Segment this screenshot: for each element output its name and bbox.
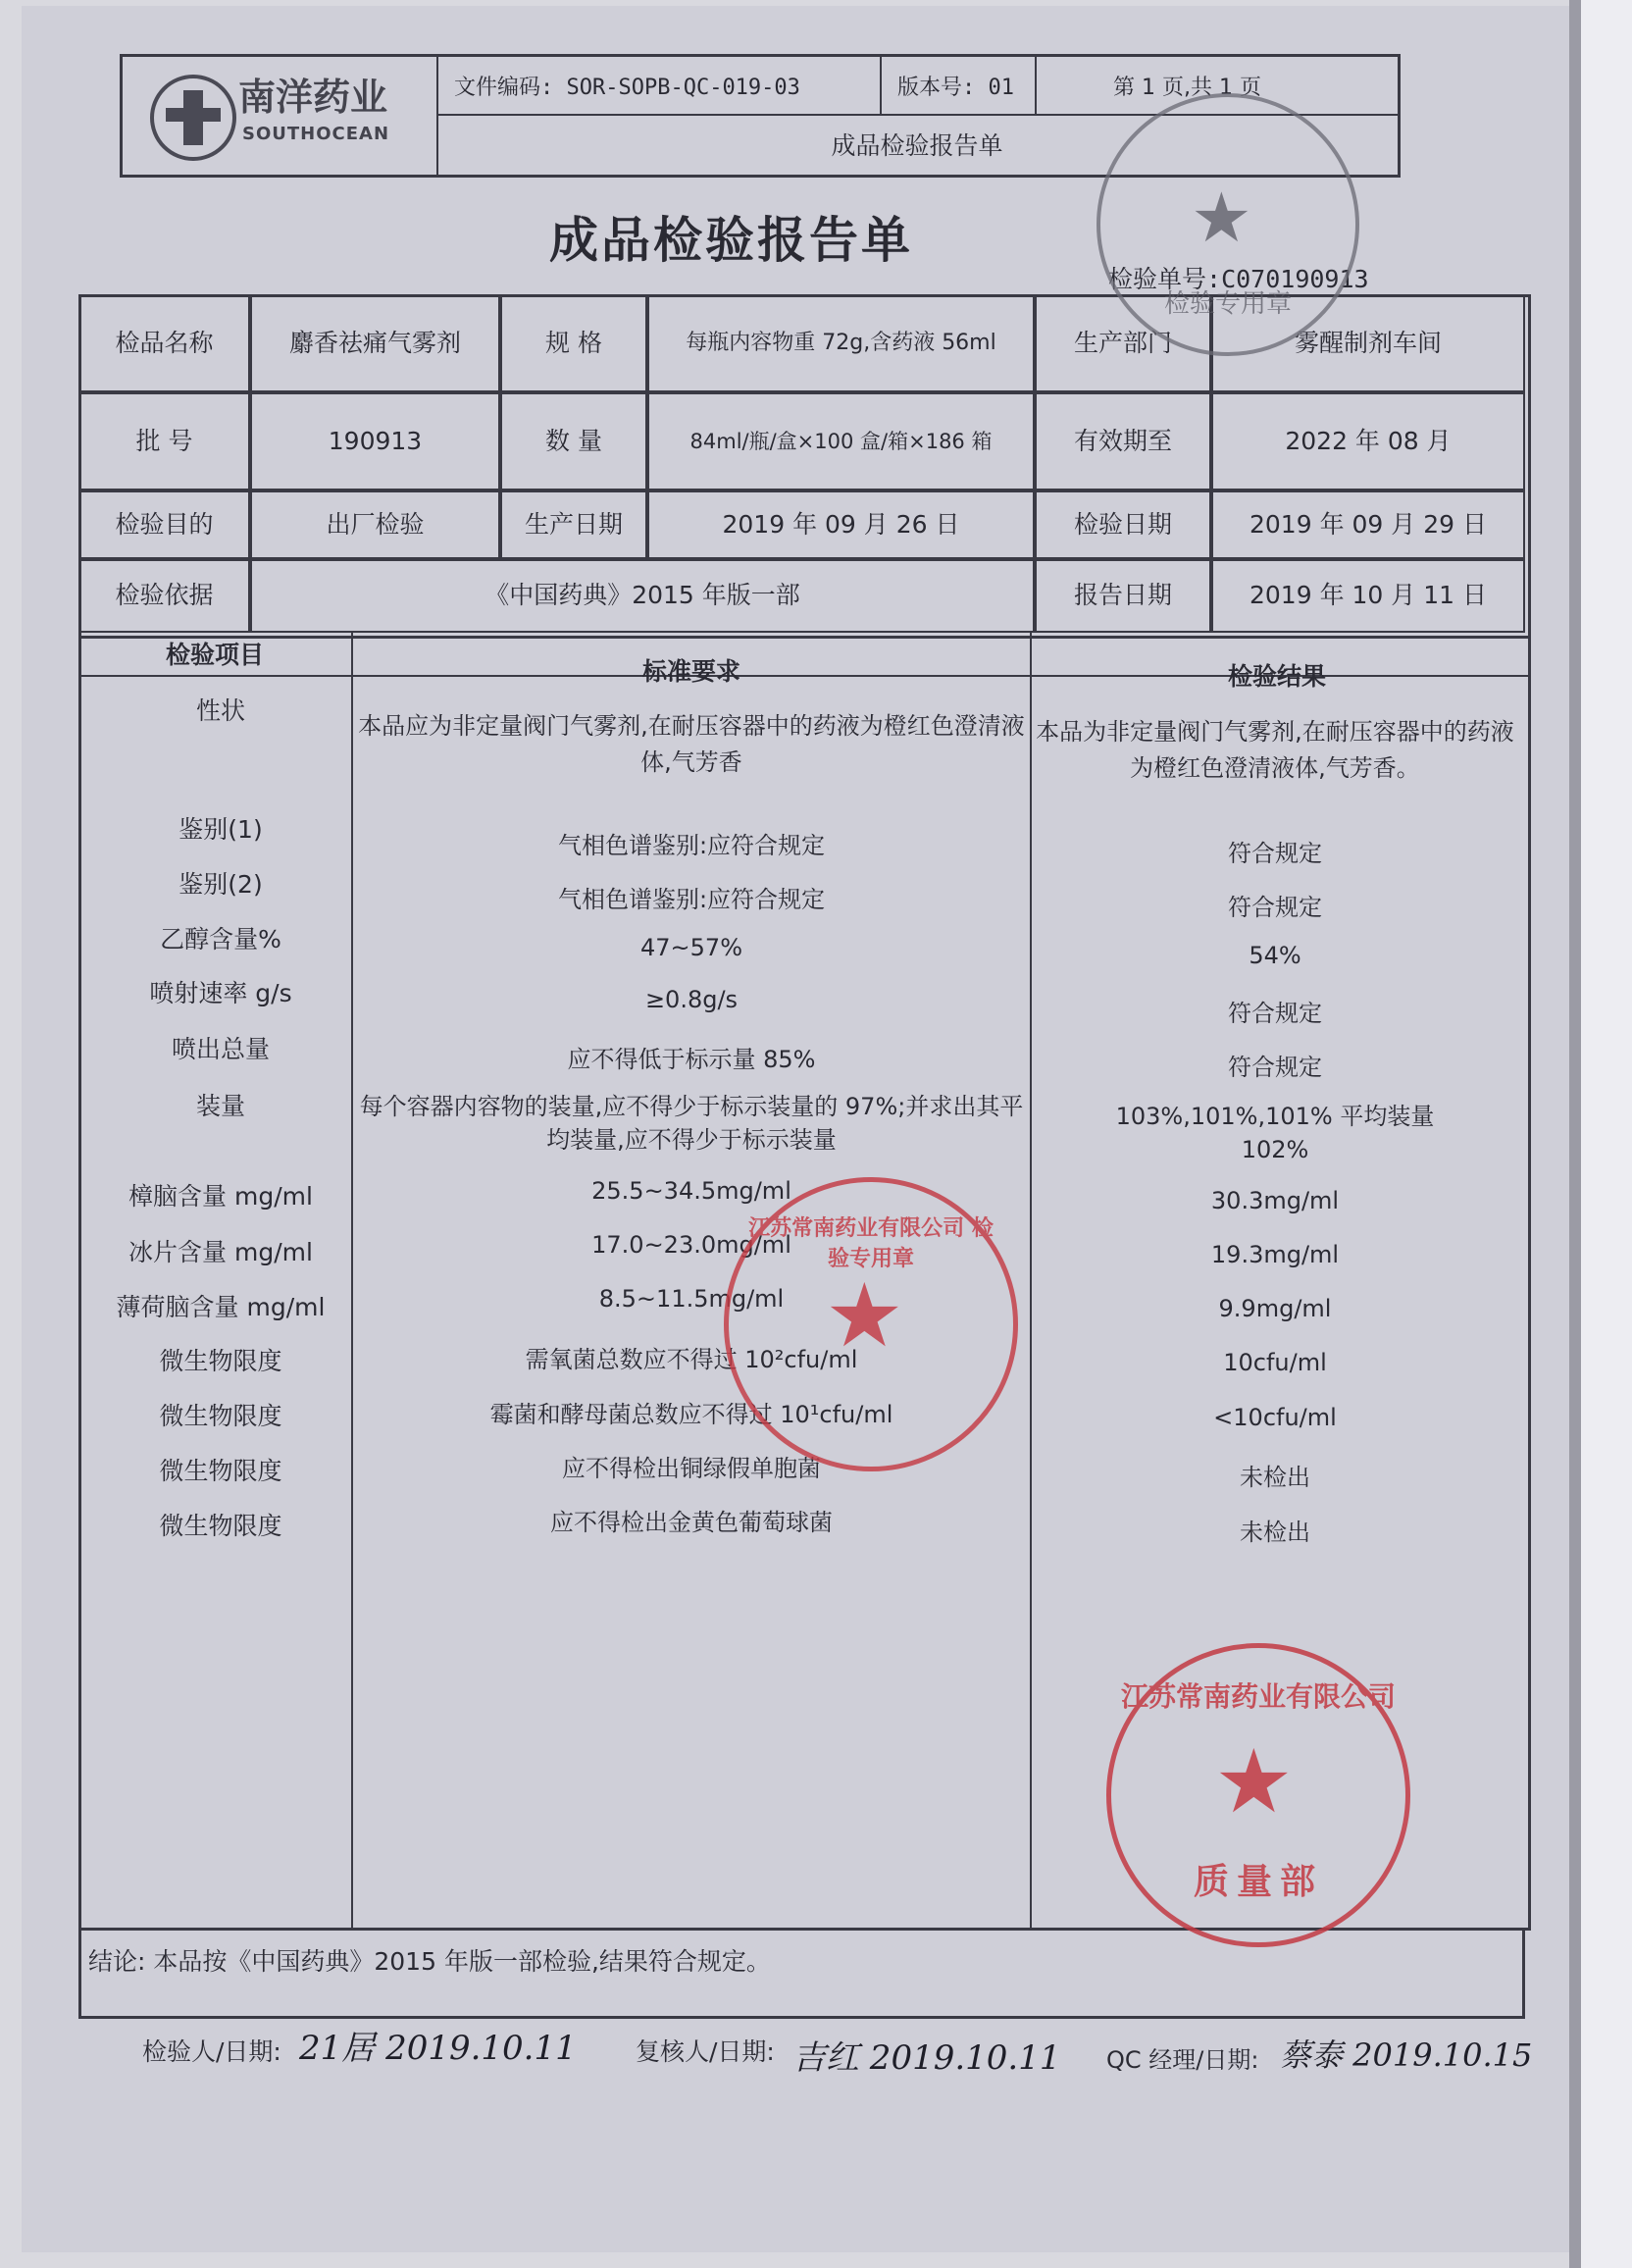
item-microbial-4: 微生物限度 [159,1512,282,1540]
batch-label: 批 号 [78,392,250,490]
quality-dept-stamp [1106,1643,1410,1947]
inspector-signature: 21居 2019.10.11 [299,2029,577,2068]
red-stamp-2-bottom: 质量部 [1193,1862,1323,1902]
std-spray-rate: ≥0.8g/s [644,986,739,1013]
dept: 雾醒制剂车间 [1211,294,1525,392]
item-spray-rate: 喷射速率 g/s [149,979,292,1007]
res-camphor: 30.3mg/ml [1210,1187,1340,1214]
std-appearance: 本品应为非定量阀门气雾剂,在耐压容器中的药液为橙红色澄清液体,气芳香 [358,712,1025,777]
page-title: 成品检验报告单 [549,212,913,269]
item-ident-2: 鉴别(2) [178,870,263,899]
qc-label: QC 经理/日期: [1106,2046,1259,2074]
res-spray-rate: 符合规定 [1228,1000,1322,1027]
report-number-value: C070190913 [1221,265,1369,293]
res-appearance: 本品为非定量阀门气雾剂,在耐压容器中的药液为橙红色澄清液体,气芳香。 [1036,718,1514,783]
star-icon: ★ [1214,1730,1294,1833]
doc-code-label: 文件编码: [454,76,554,100]
item-fill: 装量 [195,1092,245,1120]
logo-box [123,57,438,175]
res-menthol: 9.9mg/ml [1218,1295,1332,1322]
spec-label: 规 格 [500,294,647,392]
reviewer-signature: 吉红 2019.10.11 [792,2038,1061,2078]
res-microbial-4: 未检出 [1240,1519,1310,1546]
qty-label: 数 量 [500,392,647,490]
doc-code-value: SOR-SOPB-QC-019-03 [566,76,800,100]
spec: 每瓶内容物重 72g,含药液 56ml [647,294,1035,392]
std-borneol: 17.0~23.0mg/ml [591,1231,791,1259]
res-total-spray: 符合规定 [1228,1054,1322,1081]
test-date-label: 检验日期 [1035,490,1211,559]
batch: 190913 [250,392,500,490]
col-header-item: 检验项目 [165,641,264,669]
version [897,71,1014,101]
res-ident-1: 符合规定 [1228,840,1322,867]
item-camphor: 樟脑含量 mg/ml [128,1182,313,1211]
red-stamp-2-top: 江苏常南药业有限公司 [1120,1680,1396,1713]
std-ident-2: 气相色谱鉴别:应符合规定 [557,886,826,913]
res-microbial-2: <10cfu/ml [1213,1404,1337,1431]
res-fill: 103%,101%,101% 平均装量 102% [1115,1103,1435,1163]
item-microbial-2: 微生物限度 [159,1402,282,1430]
mfg-date: 2019 年 09 月 26 日 [647,490,1035,559]
res-microbial-3: 未检出 [1240,1464,1310,1491]
product-name: 麝香祛痛气雾剂 [250,294,500,392]
qc-signature: 蔡泰 2019.10.15 [1280,2036,1533,2074]
mfg-date-label: 生产日期 [500,490,647,559]
purpose-label: 检验目的 [78,490,250,559]
header-subtitle: 成品检验报告单 [831,131,1003,160]
item-microbial-1: 微生物限度 [159,1347,282,1375]
item-total-spray: 喷出总量 [171,1035,270,1063]
basis: 《中国药典》2015 年版一部 [250,559,1035,633]
version-label: 版本号: [897,76,976,100]
res-borneol: 19.3mg/ml [1210,1241,1340,1268]
std-ident-1: 气相色谱鉴别:应符合规定 [557,832,826,859]
res-ethanol: 54% [1249,942,1301,969]
product-name-label: 检品名称 [78,294,250,392]
std-total-spray: 应不得低于标示量 85% [567,1046,816,1073]
res-ident-2: 符合规定 [1228,894,1322,921]
res-microbial-1: 10cfu/ml [1223,1349,1327,1376]
std-ethanol: 47~57% [640,934,742,961]
std-microbial-3: 应不得检出铜绿假单胞菌 [562,1455,821,1482]
expiry-label: 有效期至 [1035,392,1211,490]
col-header-standard: 标准要求 [641,657,740,686]
star-icon: ★ [825,1264,904,1367]
basis-label: 检验依据 [78,559,250,633]
std-menthol: 8.5~11.5mg/ml [598,1285,785,1313]
inspector-label: 检验人/日期: [142,2037,281,2066]
company-name-cn: 南洋药业 [238,76,388,119]
reviewer-label: 复核人/日期: [636,2037,775,2066]
col-header-result: 检验结果 [1227,662,1326,691]
std-microbial-1: 需氧菌总数应不得过 10²cfu/ml [525,1346,858,1373]
qty: 84ml/瓶/盒×100 盒/箱×186 箱 [647,392,1035,490]
std-camphor: 25.5~34.5mg/ml [591,1177,791,1205]
version-value: 01 [988,76,1014,100]
item-menthol: 薄荷脑含量 mg/ml [116,1293,326,1321]
col-divider-2 [1030,633,1032,1928]
scan-margin [1581,0,1632,2268]
test-date: 2019 年 09 月 29 日 [1211,490,1525,559]
report-date-label: 报告日期 [1035,559,1211,633]
expiry: 2022 年 08 月 [1211,392,1525,490]
page-info: 第 1 页,共 1 页 [1113,76,1261,100]
report-number-label: 检验单号: [1108,265,1222,293]
item-microbial-3: 微生物限度 [159,1457,282,1485]
company-name-en: SOUTHOCEAN [242,124,390,144]
inspection-stamp-gray [1096,93,1359,356]
red-stamp-1-text: 江苏常南药业有限公司 检验专用章 [748,1216,994,1271]
gray-stamp-text: 检验专用章 [1163,289,1292,319]
report-date: 2019 年 10 月 11 日 [1211,559,1525,633]
item-ethanol: 乙醇含量% [160,925,281,954]
dept-label: 生产部门 [1035,294,1211,392]
std-microbial-4: 应不得检出金黄色葡萄球菌 [550,1509,833,1536]
item-ident-1: 鉴别(1) [178,815,263,844]
doc-code [454,71,800,101]
company-stamp-red-1 [724,1177,1018,1471]
item-appearance: 性状 [195,696,245,725]
std-microbial-2: 霉菌和酵母菌总数应不得过 10¹cfu/ml [489,1401,893,1428]
item-borneol: 冰片含量 mg/ml [128,1238,313,1266]
purpose: 出厂检验 [250,490,500,559]
std-fill: 每个容器内容物的装量,应不得少于标示装量的 97%;并求出其平均装量,应不得少于标示装量 [359,1093,1024,1154]
star-icon: ★ [1191,178,1252,258]
company-logo-icon [150,75,236,161]
conclusion: 结论: 本品按《中国药典》2015 年版一部检验,结果符合规定。 [88,1947,771,1976]
